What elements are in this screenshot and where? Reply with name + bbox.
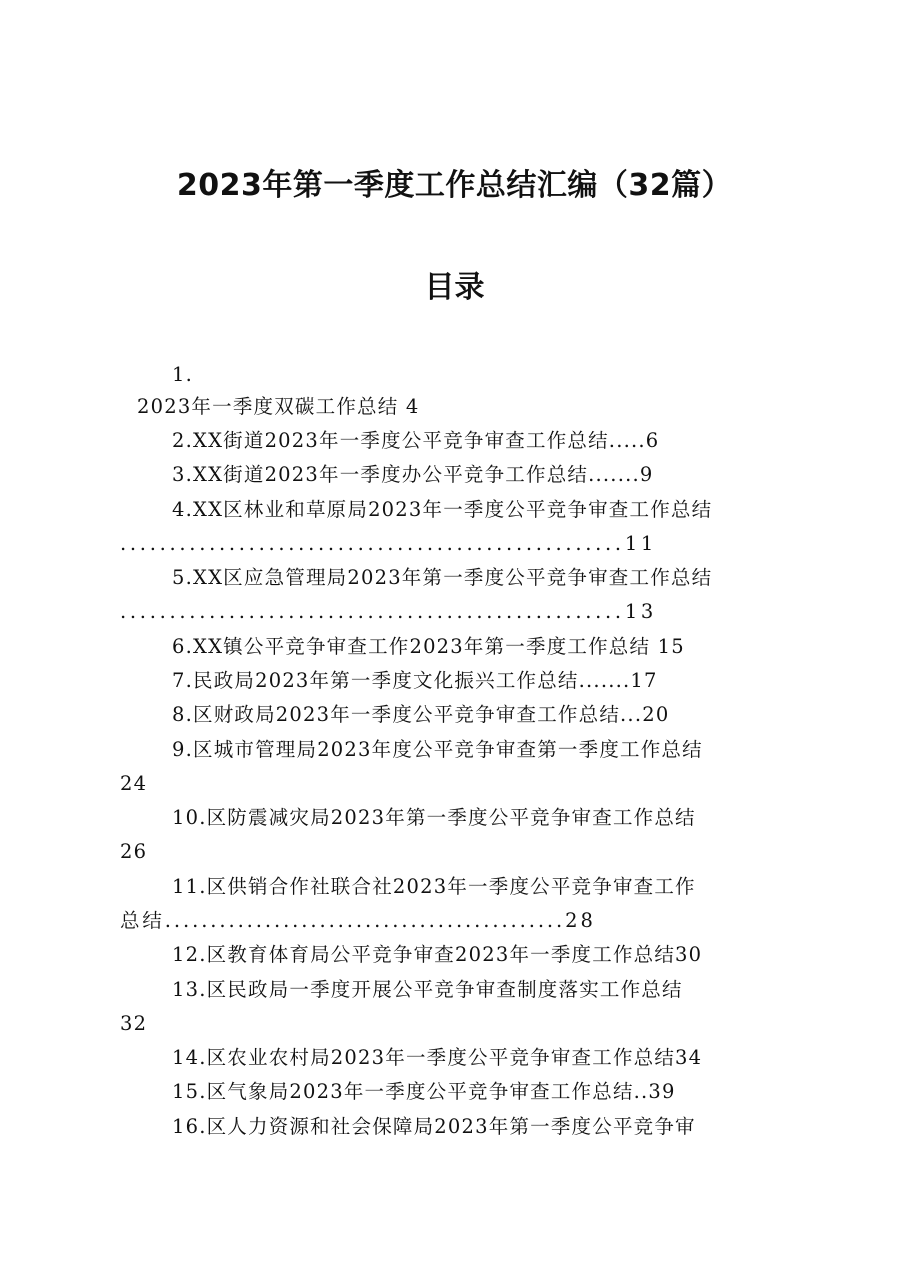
toc-line: 3.XX街道2023年一季度办公平竞争工作总结.......9 bbox=[172, 463, 654, 486]
toc-line: 5.XX区应急管理局2023年第一季度公平竞争审查工作总结 bbox=[172, 566, 713, 589]
toc-line: 10.区防震减灾局2023年第一季度公平竞争审查工作总结 bbox=[172, 806, 696, 829]
toc-line: 2023年一季度双碳工作总结 4 bbox=[137, 395, 420, 418]
toc-line: 2.XX街道2023年一季度公平竞争审查工作总结.....6 bbox=[172, 429, 660, 452]
toc-heading: 目录 bbox=[424, 270, 485, 305]
toc-line: 总结............................................28 bbox=[120, 909, 596, 932]
toc-line: 6.XX镇公平竞争审查工作2023年第一季度工作总结 15 bbox=[172, 635, 685, 658]
toc-line: 7.民政局2023年第一季度文化振兴工作总结.......17 bbox=[172, 669, 658, 692]
toc-line: 9.区城市管理局2023年度公平竞争审查第一季度工作总结 bbox=[172, 738, 703, 761]
toc-line: ...................................................13 bbox=[120, 600, 658, 623]
toc-line: 13.区民政局一季度开展公平竞争审查制度落实工作总结 bbox=[172, 978, 683, 1001]
toc-line: 24 bbox=[120, 772, 148, 795]
toc-line: 1. bbox=[172, 363, 194, 386]
toc-line: 16.区人力资源和社会保障局2023年第一季度公平竞争审 bbox=[172, 1115, 696, 1138]
toc-line: 4.XX区林业和草原局2023年一季度公平竞争审查工作总结 bbox=[172, 498, 713, 521]
toc-line: 15.区气象局2023年一季度公平竞争审查工作总结..39 bbox=[172, 1080, 676, 1103]
document-title: 2023年第一季度工作总结汇编（32篇） bbox=[176, 168, 733, 203]
toc-line: 12.区教育体育局公平竞争审查2023年一季度工作总结30 bbox=[172, 943, 703, 966]
toc-line: 14.区农业农村局2023年一季度公平竞争审查工作总结34 bbox=[172, 1046, 703, 1069]
toc-line: ...................................................11 bbox=[120, 532, 658, 555]
toc-line: 26 bbox=[120, 840, 148, 863]
toc-line: 8.区财政局2023年一季度公平竞争审查工作总结...20 bbox=[172, 703, 670, 726]
toc-line: 32 bbox=[120, 1012, 148, 1035]
toc-line: 11.区供销合作社联合社2023年一季度公平竞争审查工作 bbox=[172, 875, 696, 898]
